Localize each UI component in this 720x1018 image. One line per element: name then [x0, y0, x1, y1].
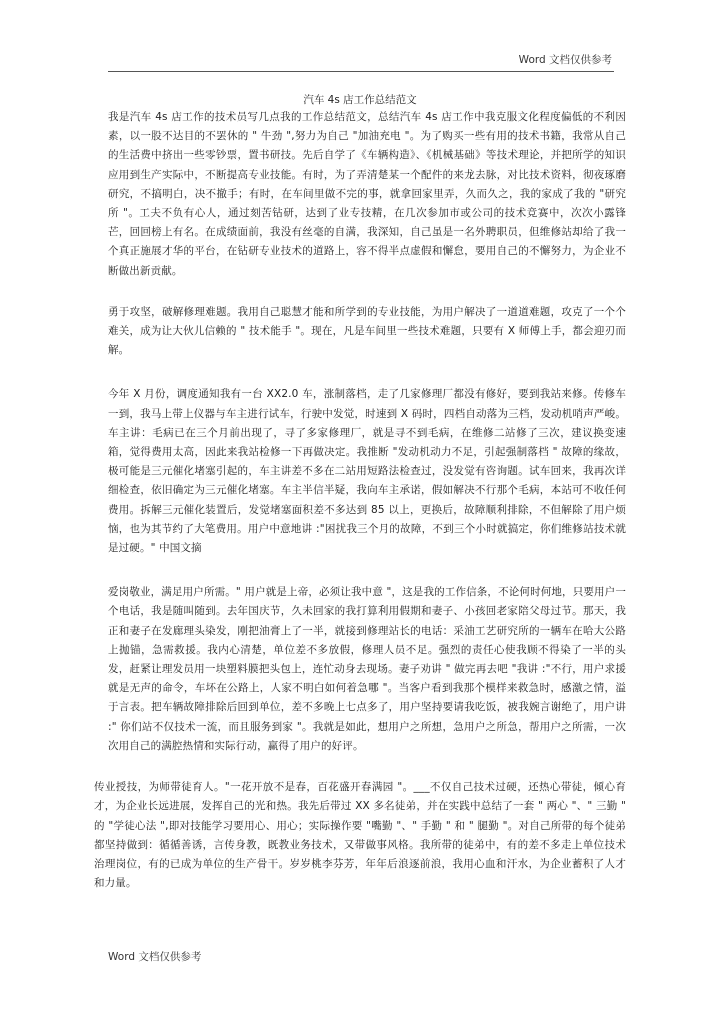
- paragraph-spacer: [108, 360, 626, 385]
- header-divider: [108, 71, 614, 72]
- document-body: [94, 108, 626, 893]
- footer-note: Word 文档仅供参考: [108, 951, 202, 963]
- paragraph-spacer: [108, 756, 626, 778]
- paragraph-mentoring: 传业授技，为师带徒育人。"一花开放不是春，百花盛开春满园 "。___不仅自己技术过硬，还热心带徒，倾心育才，为企业长远进展，发挥自己的光和热。我先后带过 XX 多名徒弟，并在实践中总结了一套 " 两心 "、" 三勤 " 的 "学徒心法 ",即对技能学习要用心、用心；实际操作要 "嘴勤 "、" 手勤 " 和 " 腿勤 "。对自己所带的每个徒弟都坚持做到：循循善诱，言传身教，既教业务技术，又带做事风格。我所带的徒弟中，有的差不多走上单位技术治理岗位，有的已成为单位的生产骨干。岁岁桃李芬芳，年年后浪逐前浪，我用心血和汗水，为企业蓄积了人才和力量。: [94, 781, 626, 890]
- paragraph-repair-case: 今年 X 月份，调度通知我有一台 XX2.0 车，涨制落档，走了几家修理厂都没有修好，要到我站来修。传修车一到，我马上带上仪器与车主进行试车，行驶中发觉，时速到 X 码时，四档自动落为三档，发动机哨声严峻。车主讲：毛病已在三个月前出现了，寻了多家修理厂，就是寻不到毛病，在维修二站修了三次，建议换变速箱，觉得费用太高，因此来我站检修一下再做决定。我推断 "发动机动力不足，引起强制落档 " 故障的缘故，极可能是三元催化堵塞引起的，车主讲差不多在二站用短路法检查过，没发觉有咨询题。试车回来，我再次详细检查，依旧确定为三元催化堵塞。车主半信半疑，我向车主承诺，假如解决不行那个毛病，本站可不收任何费用。拆解三元催化装置后，发觉堵塞面积差不多达到 85 以上，更换后，故障顺利排除，不但解除了用户烦恼，也为其节约了大笔费用。用户中意地讲 :"困扰我三个月的故障，不到三个小时就搞定，你们维修站技术就是过硬。" 中国文摘: [108, 388, 626, 555]
- document-title: 汽车 4s 店工作总结范文: [303, 94, 417, 106]
- paragraph-spacer: [108, 558, 626, 583]
- paragraph-customer-service: 爱岗敬业，满足用户所需。" 用户就是上帝，必须让我中意 "，这是我的工作信条，不论何时何地，只要用户一个电话，我是随叫随到。去年国庆节，久未回家的我打算利用假期和妻子、小孩回老家陪父母过节。那天，我正和妻子在发廊理头染发，刚把油膏上了一半，就接到修理站长的电话：采油工艺研究所的一辆车在哈大公路上抛锚，急需救援。我内心清楚，单位差不多放假，修理人员不足。强烈的责任心使我顾不得染了一半的头发，赶紧让理发员用一块塑料膜把头包上，连忙动身去现场。妻子劝讲 " 做完再去吧 "我讲 :"不行，用户求援就是无声的命令，车坏在公路上，人家不明白如何着急哪 "。当客户看到我那个模样来救急时，感激之情，溢于言表。把车辆故障排除后回到单位，差不多晚上七点多了，用户坚持要请我吃饭，被我婉言谢绝了，用户讲 :" 你们站不仅技术一流，而且服务到家 "。我就是如此，想用户之所想，急用户之所急，帮用户之所需，一次次用自己的满腔热情和实际行动，赢得了用户的好评。: [108, 586, 626, 752]
- paragraph-spacer: [108, 281, 626, 303]
- paragraph-problem-solving: 勇于攻坚，破解修理难题。我用自己聪慧才能和所学到的专业技能，为用户解决了一道道难题，攻克了一个个难关，成为让大伙儿信赖的 " 技术能手 "。现在，凡是车间里一些技术难题，只要有 X 师傅上手，都会迎刃而解。: [108, 305, 626, 357]
- paragraph-self-study: 我是汽车 4s 店工作的技术员写几点我的工作总结范文，总结汽车 4s 店工作中我克服文化程度偏低的不利因素，以一股不达目的不罢休的 " 牛劲 ",努力为自己 "加油充电 "。为了购买一些有用的技术书籍，我常从自己的生活费中挤出一些零钞票，置书研技。先后自学了《车辆构造》、《机械基础》等技术理论，并把所学的知识应用到生产实际中，不断提高专业技能。有时，为了弄清楚某一个配件的来龙去脉，对比技术资料，彻夜琢磨研究，不搞明白，决不撤手；有时，在车间里做不完的事，就拿回家里弄，久而久之，我的家成了我的 "研究所 "。工夫不负有心人，通过刻苦钻研，达到了业专技精，在几次参加市或公司的技术竞赛中，次次小露锋芒，回回榜上有名。在成绩面前，我没有丝毫的自满，我深知，自己虽是一名外聘职员，但维修站却给了我一个真正施展才华的平台，在钻研专业技术的道路上，容不得半点虚假和懈怠，要用自己的不懈努力，为企业不断做出新贡献。: [108, 111, 626, 277]
- header-note: Word 文档仅供参考: [518, 54, 612, 66]
